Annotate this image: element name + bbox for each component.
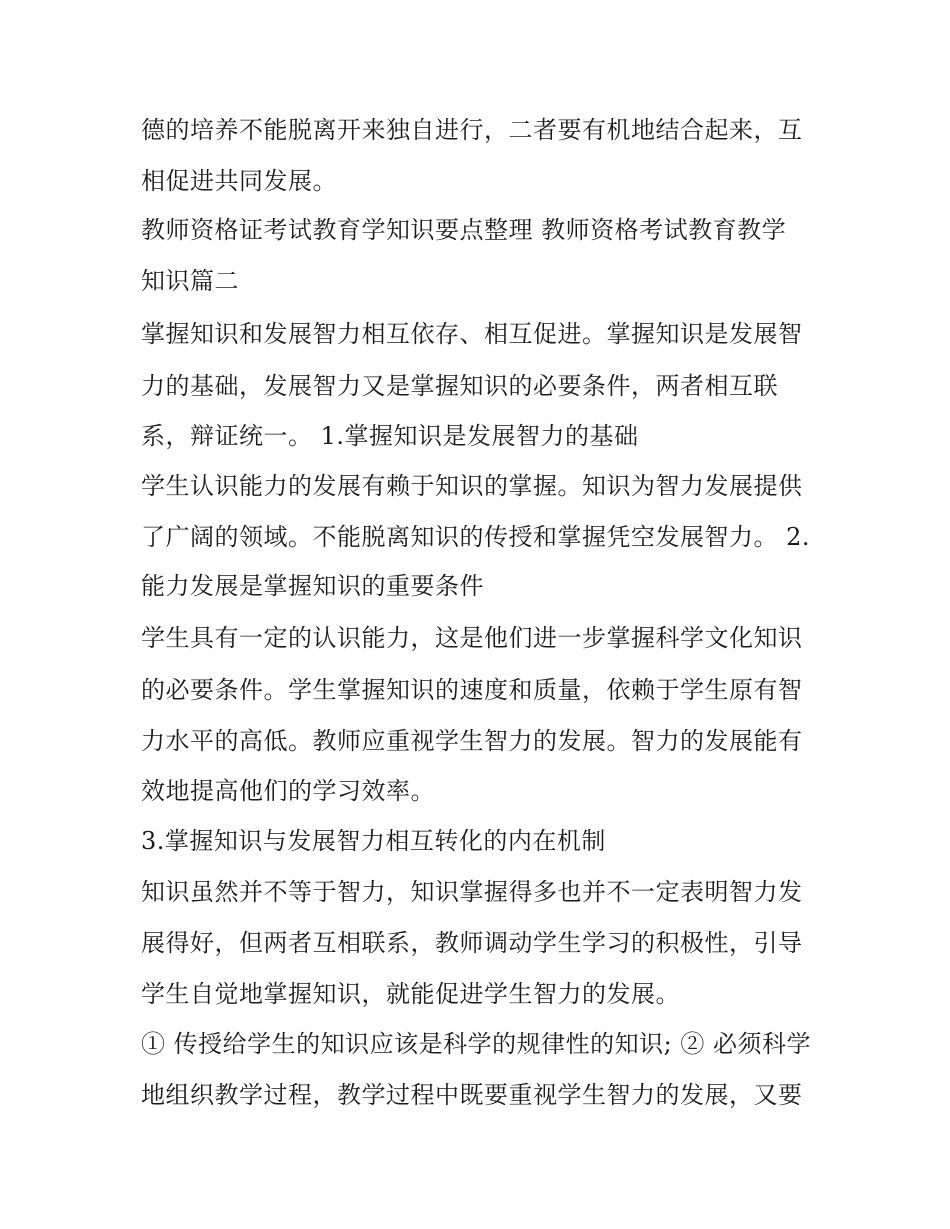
text-line: 效地提高他们的学习效率。 xyxy=(141,777,435,805)
text-line: 系，辩证统一。 1.掌握知识是发展智力的基础 xyxy=(141,422,639,450)
text-line: 相促进共同发展。 xyxy=(141,167,337,195)
text-line: 展得好，但两者互相联系，教师调动学生学习的积极性，引导 xyxy=(141,929,803,957)
text-line: 掌握知识和发展智力相互依存、相互促进。掌握知识是发展智 xyxy=(141,320,803,348)
section-heading-line: 知识篇二 xyxy=(141,267,239,295)
text-line: 学生认识能力的发展有赖于知识的掌握。知识为智力发展提供 xyxy=(141,472,803,500)
text-line: 的必要条件。学生掌握知识的速度和质量，依赖于学生原有智 xyxy=(141,676,803,704)
text-line: 了广阔的领域。不能脱离知识的传授和掌握凭空发展智力。 2. xyxy=(141,523,811,551)
subheading-line: 3.掌握知识与发展智力相互转化的内在机制 xyxy=(141,827,606,855)
text-line: 学生具有一定的认识能力，这是他们进一步掌握科学文化知识 xyxy=(141,624,803,652)
text-line: ① 传授给学生的知识应该是科学的规律性的知识; ② 必须科学 xyxy=(141,1030,811,1058)
text-line: 力的基础，发展智力又是掌握知识的必要条件，两者相互联 xyxy=(141,372,778,400)
text-line: 力水平的高低。教师应重视学生智力的发展。智力的发展能有 xyxy=(141,727,803,755)
text-line: 德的培养不能脱离开来独自进行，二者要有机地结合起来，互 xyxy=(141,116,803,144)
text-line: 能力发展是掌握知识的重要条件 xyxy=(141,572,484,600)
text-line: 学生自觉地掌握知识，就能促进学生智力的发展。 xyxy=(141,980,680,1008)
section-heading-line: 教师资格证考试教育学知识要点整理 教师资格考试教育教学 xyxy=(141,216,787,244)
text-line: 地组织教学过程，教学过程中既要重视学生智力的发展，又要 xyxy=(141,1081,803,1109)
text-line: 知识虽然并不等于智力，知识掌握得多也并不一定表明智力发 xyxy=(141,878,803,906)
